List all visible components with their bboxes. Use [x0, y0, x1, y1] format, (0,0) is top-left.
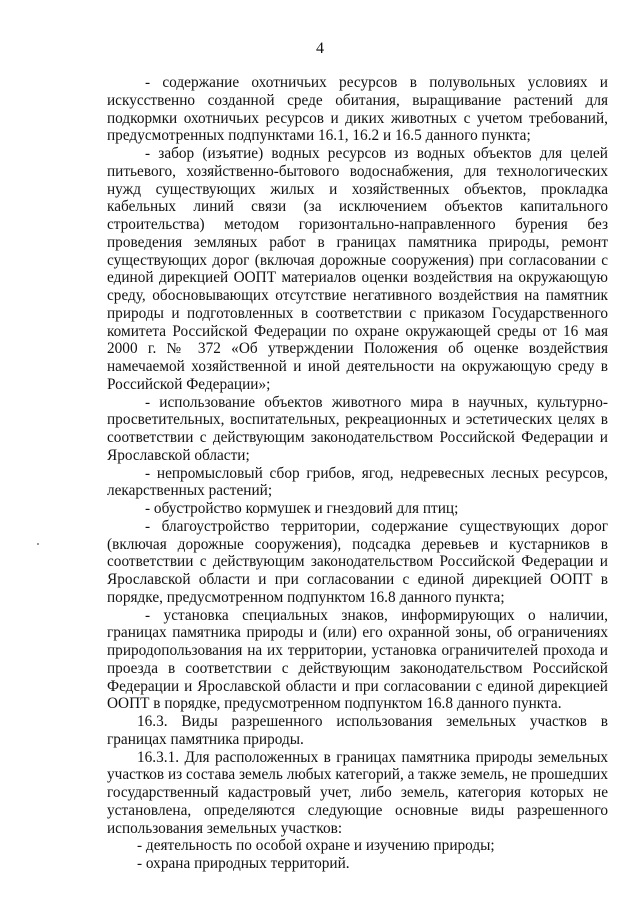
section-16-3-heading: 16.3. Виды разрешенного использования земельных участков в границах памятника природы.: [107, 713, 608, 748]
section-16-3-1: 16.3.1. Для расположенных в границах памятника природы земельных участков из состава земель любых категорий, а также земель, не прошедших государственный кадастровый учет, либо земель, категория которых не установлена, определяются следующие основные виды разрешенного использования земельных участков:: [107, 748, 608, 837]
list-item-nature-protection: - деятельность по особой охране и изучению природы;: [137, 837, 495, 855]
document-body: [107, 74, 608, 873]
page-number: 4: [316, 40, 324, 57]
paragraph-bird-feeders: - обустройство кормушек и гнездовий для птиц;: [145, 500, 459, 517]
paragraph-wildlife-use: - использование объектов животного мира в научных, культурно-просветительных, воспитательных, рекреационных и эстетических целях в соответствии с действующим законодательством Российской Федерации и Ярославской области;: [107, 393, 608, 464]
paragraph-water-intake: - забор (изъятие) водных ресурсов из водных объектов для целей питьевого, хозяйственно-бытового водоснабжения, для технологических нужд существующих жилых и хозяйственных объектов, прокладка кабельных линий связи (за исключением объектов капитального строительства) методом горизонтально-направленного бурения без проведения земляных работ в границах памятника природы, ремонт существующих дорог (включая дорожные сооружения) при согласовании с единой дирекцией ООПТ материалов оценки воздействия на окружающую среду, обосновывающих отсутствие негативного воздействия на памятник природы и подготовленных в соответствии с приказом Государственного комитета Российской Федерации по охране окружающей среды от 16 мая 2000 г. № 372 «Об утверждении Положения об оценке воздействия намечаемой хозяйственной и иной деятельности на окружающую среду в Российской Федерации»;: [107, 145, 608, 393]
paragraph-signs: - установка специальных знаков, информирующих о наличии, границах памятника природы и (или) его охранной зоны, об ограничениях природопользования на их территории, установка ограничителей прохода и проезда в соответствии с действующим законодательством Российской Федерации и Ярославской области и при согласовании с единой дирекцией ООПТ в порядке, предусмотренном подпунктом 16.8 данного пункта.: [107, 606, 608, 713]
paragraph-landscaping: - благоустройство территории, содержание существующих дорог (включая дорожные сооружения), подсадка деревьев и кустарников в соответствии с действующим законодательством Российской Федерации и Ярославской области и при согласовании с единой дирекцией ООПТ в порядке, предусмотренном подпунктом 16.8 данного пункта;: [107, 517, 608, 606]
paragraph-hunting-resources: - содержание охотничьих ресурсов в полувольных условиях и искусственно созданной среде обитания, выращивание растений для подкормки охотничьих ресурсов и диких животных с учетом требований, предусмотренных подпунктами 16.1, 16.2 и 16.5 данного пункта;: [107, 74, 608, 145]
list-item-territory-protection: - охрана природных территорий.: [137, 855, 350, 872]
paragraph-gathering: - непромысловый сбор грибов, ягод, недревесных лесных ресурсов, лекарственных растений;: [107, 464, 608, 500]
margin-dot: [37, 543, 39, 545]
